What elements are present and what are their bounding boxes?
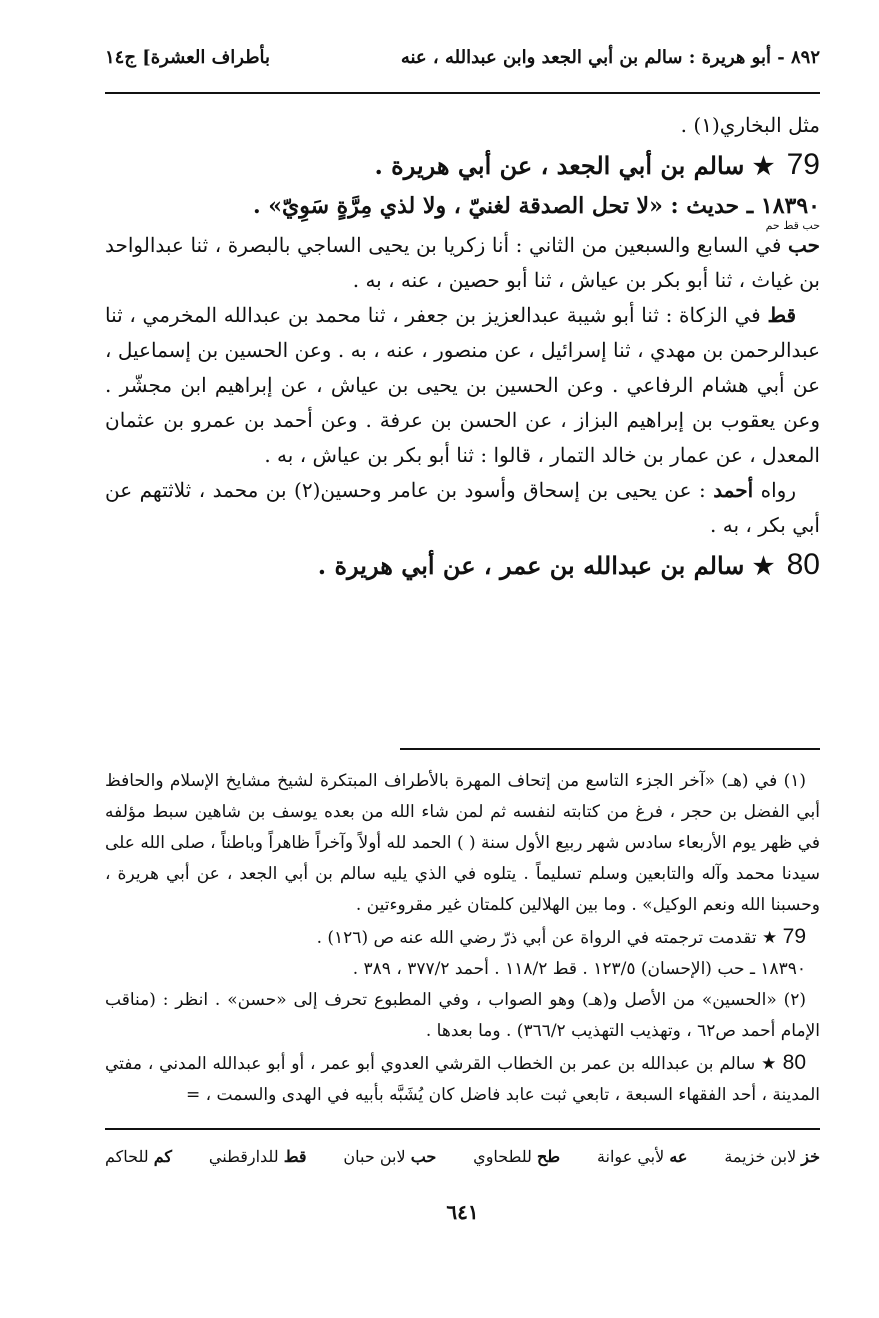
source-sigla: حب قط حم [765, 219, 820, 232]
header-book-title: بأطراف العشرة] ج١٤ [105, 47, 271, 68]
abbreviation-item: خز لابن خزيمة [724, 1147, 820, 1166]
entry-number: 79 [782, 925, 806, 948]
book-page [105, 38, 820, 1278]
footnote-79 [105, 921, 820, 954]
abbreviation-item: قط للدارقطني [208, 1147, 307, 1166]
abbreviations-key [105, 1142, 820, 1172]
star-icon: ★ [752, 551, 775, 580]
entry-number: 80 [782, 1051, 806, 1074]
main-text [105, 108, 820, 588]
paragraph-ahmad [105, 473, 820, 543]
entry-79-heading [105, 143, 820, 188]
source-key: حب [787, 233, 820, 257]
entry-title: سالم بن أبي الجعد ، عن أبي هريرة . [374, 151, 745, 180]
abbreviations-divider [105, 1128, 820, 1130]
footnote-80 [105, 1047, 820, 1111]
abbreviation-item: عه لأبي عوانة [596, 1147, 688, 1166]
running-header [105, 38, 820, 78]
paragraph-text: في الزكاة : ثنا أبو شيبة عبدالعزيز بن جعفر ، ثنا محمد بن عبدالله المخرمي ، ثنا عبدالرحمن بن مهدي ، ثنا إسرائيل ، عن منصور ، عنه ، به . وعن الحسين بن إسماعيل ، عن أبي هشام الرفاعي . وعن الحسين بن يحيى بن عياش ، عن إبراهيم ابن مجشّر . وعن يعقوب بن إبراهيم البزاز ، عن الحسن بن عرفة . وعن أحمد بن عمرو بن عثمان المعدل ، عن عمار بن خالد التمار ، قالوا : ثنا أبو بكر بن عياش ، به . [105, 303, 820, 467]
footnote-divider [400, 748, 820, 750]
entry-number: 80 [786, 548, 820, 581]
footnote-2: (٢) «الحسين» من الأصل و(هـ) وهو الصواب ، وفي المطبوع تحرف إلى «حسن» . انظر : (مناقب الإمام أحمد ص٦٢ ، وتهذيب التهذيب ٣٦٦/٢) . وما بعدها . [105, 990, 820, 1041]
header-divider [105, 92, 820, 94]
paragraph-text: : عن يحيى بن إسحاق وأسود بن عامر وحسين(٢) بن محمد ، ثلاثتهم عن أبي بكر ، به . [105, 478, 820, 537]
hadith-heading: ١٨٣٩٠ ـ حديث : «لا تحل الصدقة لغنيّ ، ولا لذي مِرَّةٍ سَوِيّ» . [252, 193, 820, 219]
abbreviation-item: طح للطحاوي [473, 1147, 561, 1166]
star-icon: ★ [752, 151, 775, 180]
line-mithl-bukhari: مثل البخاري(١) . [680, 113, 820, 137]
entry-80-heading [105, 543, 820, 588]
source-key: أحمد [713, 478, 754, 502]
abbreviation-item: كم للحاكم [105, 1147, 173, 1166]
footnote-18390: ١٨٣٩٠ ـ حب (الإحسان) ١٢٣/٥ . قط ١١٨/٢ . أحمد ٣٧٧/٢ ، ٣٨٩ . [352, 959, 806, 979]
abbreviation-item: حب لابن حبان [343, 1147, 437, 1166]
footnotes [105, 766, 820, 1111]
page-number: ٦٤١ [446, 1200, 479, 1224]
entry-number: 79 [786, 148, 820, 181]
paragraph-hibban [105, 228, 820, 298]
footnote-text: تقدمت ترجمته في الرواة عن أبي ذرّ رضي الله عنه ص (١٢٦) . [316, 928, 757, 948]
footnote-text: سالم بن عبدالله بن عمر بن الخطاب القرشي العدوي أبو عمر ، أو أبو عبدالله المدني ، مفتي المدينة ، أحد الفقهاء السبعة ، تابعي ثبت عابد فاضل كان يُشَبَّه بأبيه في الهدى والسمت ، = [105, 1054, 820, 1105]
paragraph-daraqutni [105, 298, 820, 473]
star-icon: ★ [761, 928, 778, 948]
header-chapter-title: ٨٩٢ - أبو هريرة : سالم بن أبي الجعد وابن عبدالله ، عنه [400, 47, 820, 68]
entry-title: سالم بن عبدالله بن عمر ، عن أبي هريرة . [317, 551, 745, 580]
footnote-1: (١) في (هـ) «آخر الجزء التاسع من إتحاف المهرة بالأطراف المبتكرة لشيخ مشايخ الإسلام والحافظ أبي الفضل بن حجر ، فرغ من كتابته لنفسه ثم لمن شاء الله من بعده يوسف بن شاهين سبط مؤلفه في ظهر يوم الأربعاء سادس شهر ربيع الأول سنة ( ) الحمد لله أولاً وآخراً ظاهراً وباطناً ، صلى الله على سيدنا محمد وآله والتابعين وسلم تسليماً . يتلوه في الذي يليه سالم بن أبي الجعد ، عن أبي هريرة ، وحسبنا الله ونعم الوكيل» . وما بين الهلالين كلمتان غير مقروءتين . [105, 771, 820, 915]
star-icon: ★ [761, 1054, 777, 1074]
paragraph-text: في السابع والسبعين من الثاني : أنا زكريا بن يحيى الساجي بالبصرة ، ثنا عبدالواحد بن غياث ، ثنا أبو بكر بن عياش ، ثنا أبو حصين ، عنه ، به . [105, 233, 820, 292]
source-key: قط [767, 303, 796, 327]
paragraph-prefix: رواه [760, 478, 796, 502]
